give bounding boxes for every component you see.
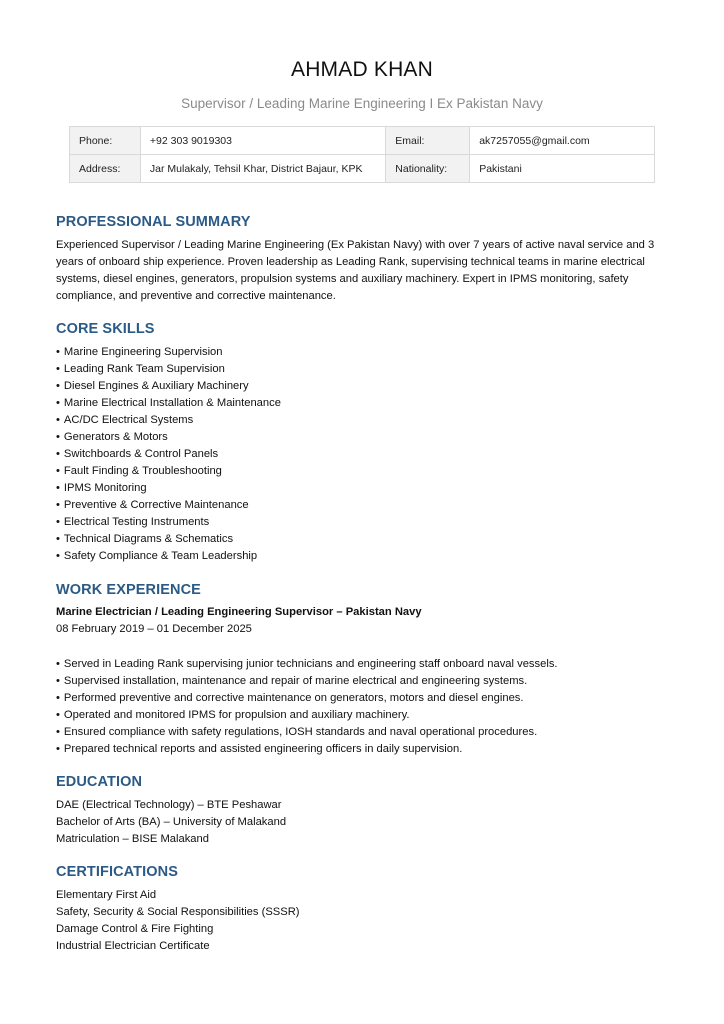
list-item: • Supervised installation, maintenance and repair of marine electrical and engineering systems. bbox=[56, 673, 558, 690]
list-item: DAE (Electrical Technology) – BTE Peshawar bbox=[56, 799, 282, 811]
list-item: Bachelor of Arts (BA) – University of Malakand bbox=[56, 816, 287, 828]
list-item: • AC/DC Electrical Systems bbox=[56, 412, 281, 429]
address-value: Jar Mulakaly, Tehsil Khar, District Bajaur, KPK bbox=[140, 155, 385, 183]
list-item: • Prepared technical reports and assisted engineering officers in daily supervision. bbox=[56, 741, 558, 758]
email-value: ak7257055@gmail.com bbox=[470, 127, 655, 155]
job-title: Marine Electrician / Leading Engineering Supervisor – Pakistan Navy bbox=[56, 606, 422, 618]
nationality-label: Nationality: bbox=[386, 155, 470, 183]
candidate-name: AHMAD KHAN bbox=[290, 58, 434, 81]
list-item: • Marine Engineering Supervision bbox=[56, 344, 281, 361]
experience-heading: WORK EXPERIENCE bbox=[56, 582, 201, 598]
list-item: • IPMS Monitoring bbox=[56, 480, 281, 497]
list-item: • Leading Rank Team Supervision bbox=[56, 361, 281, 378]
list-item: • Generators & Motors bbox=[56, 429, 281, 446]
list-item: • Diesel Engines & Auxiliary Machinery bbox=[56, 378, 281, 395]
job-dates: 08 February 2019 – 01 December 2025 bbox=[56, 623, 252, 635]
list-item: • Electrical Testing Instruments bbox=[56, 514, 281, 531]
skills-list bbox=[56, 344, 281, 565]
list-item: Safety, Security & Social Responsibilities (SSSR) bbox=[56, 906, 300, 918]
list-item: • Fault Finding & Troubleshooting bbox=[56, 463, 281, 480]
list-item: • Preventive & Corrective Maintenance bbox=[56, 497, 281, 514]
education-list bbox=[56, 797, 286, 848]
list-item: • Marine Electrical Installation & Maintenance bbox=[56, 395, 281, 412]
list-item: • Technical Diagrams & Schematics bbox=[56, 531, 281, 548]
list-item: • Ensured compliance with safety regulations, IOSH standards and naval operational procedures. bbox=[56, 724, 558, 741]
address-label: Address: bbox=[70, 155, 141, 183]
list-item: • Switchboards & Control Panels bbox=[56, 446, 281, 463]
summary-text: Experienced Supervisor / Leading Marine Engineering (Ex Pakistan Navy) with over 7 years of active naval service and 3 years of onboard ship experience. Proven leadership as Leading Rank, supervising technical teams in marine electrical systems, diesel engines, generators, propulsion systems and auxiliary machinery. Expert in IPMS monitoring, safety compliance, and preventive and corrective maintenance. bbox=[56, 239, 655, 302]
duties-list bbox=[56, 656, 558, 758]
contact-table bbox=[69, 126, 655, 183]
contact-row bbox=[70, 127, 655, 155]
certifications-list bbox=[56, 887, 300, 955]
candidate-subtitle: Supervisor / Leading Marine Engineering I Ex Pakistan Navy bbox=[181, 96, 543, 111]
summary-heading: PROFESSIONAL SUMMARY bbox=[56, 214, 251, 230]
education-heading: EDUCATION bbox=[56, 774, 143, 790]
list-item: Matriculation – BISE Malakand bbox=[56, 833, 209, 845]
phone-value: +92 303 9019303 bbox=[140, 127, 385, 155]
list-item: • Operated and monitored IPMS for propulsion and auxiliary machinery. bbox=[56, 707, 558, 724]
list-item: • Served in Leading Rank supervising junior technicians and engineering staff onboard naval vessels. bbox=[56, 656, 558, 673]
list-item: • Performed preventive and corrective maintenance on generators, motors and diesel engines. bbox=[56, 690, 558, 707]
nationality-value: Pakistani bbox=[470, 155, 655, 183]
list-item: Damage Control & Fire Fighting bbox=[56, 923, 214, 935]
list-item: Elementary First Aid bbox=[56, 889, 157, 901]
list-item: • Safety Compliance & Team Leadership bbox=[56, 548, 281, 565]
certifications-heading: CERTIFICATIONS bbox=[56, 864, 178, 880]
contact-row bbox=[70, 155, 655, 183]
list-item: Industrial Electrician Certificate bbox=[56, 940, 210, 952]
phone-label: Phone: bbox=[70, 127, 141, 155]
email-label: Email: bbox=[386, 127, 470, 155]
skills-heading: CORE SKILLS bbox=[56, 321, 155, 337]
